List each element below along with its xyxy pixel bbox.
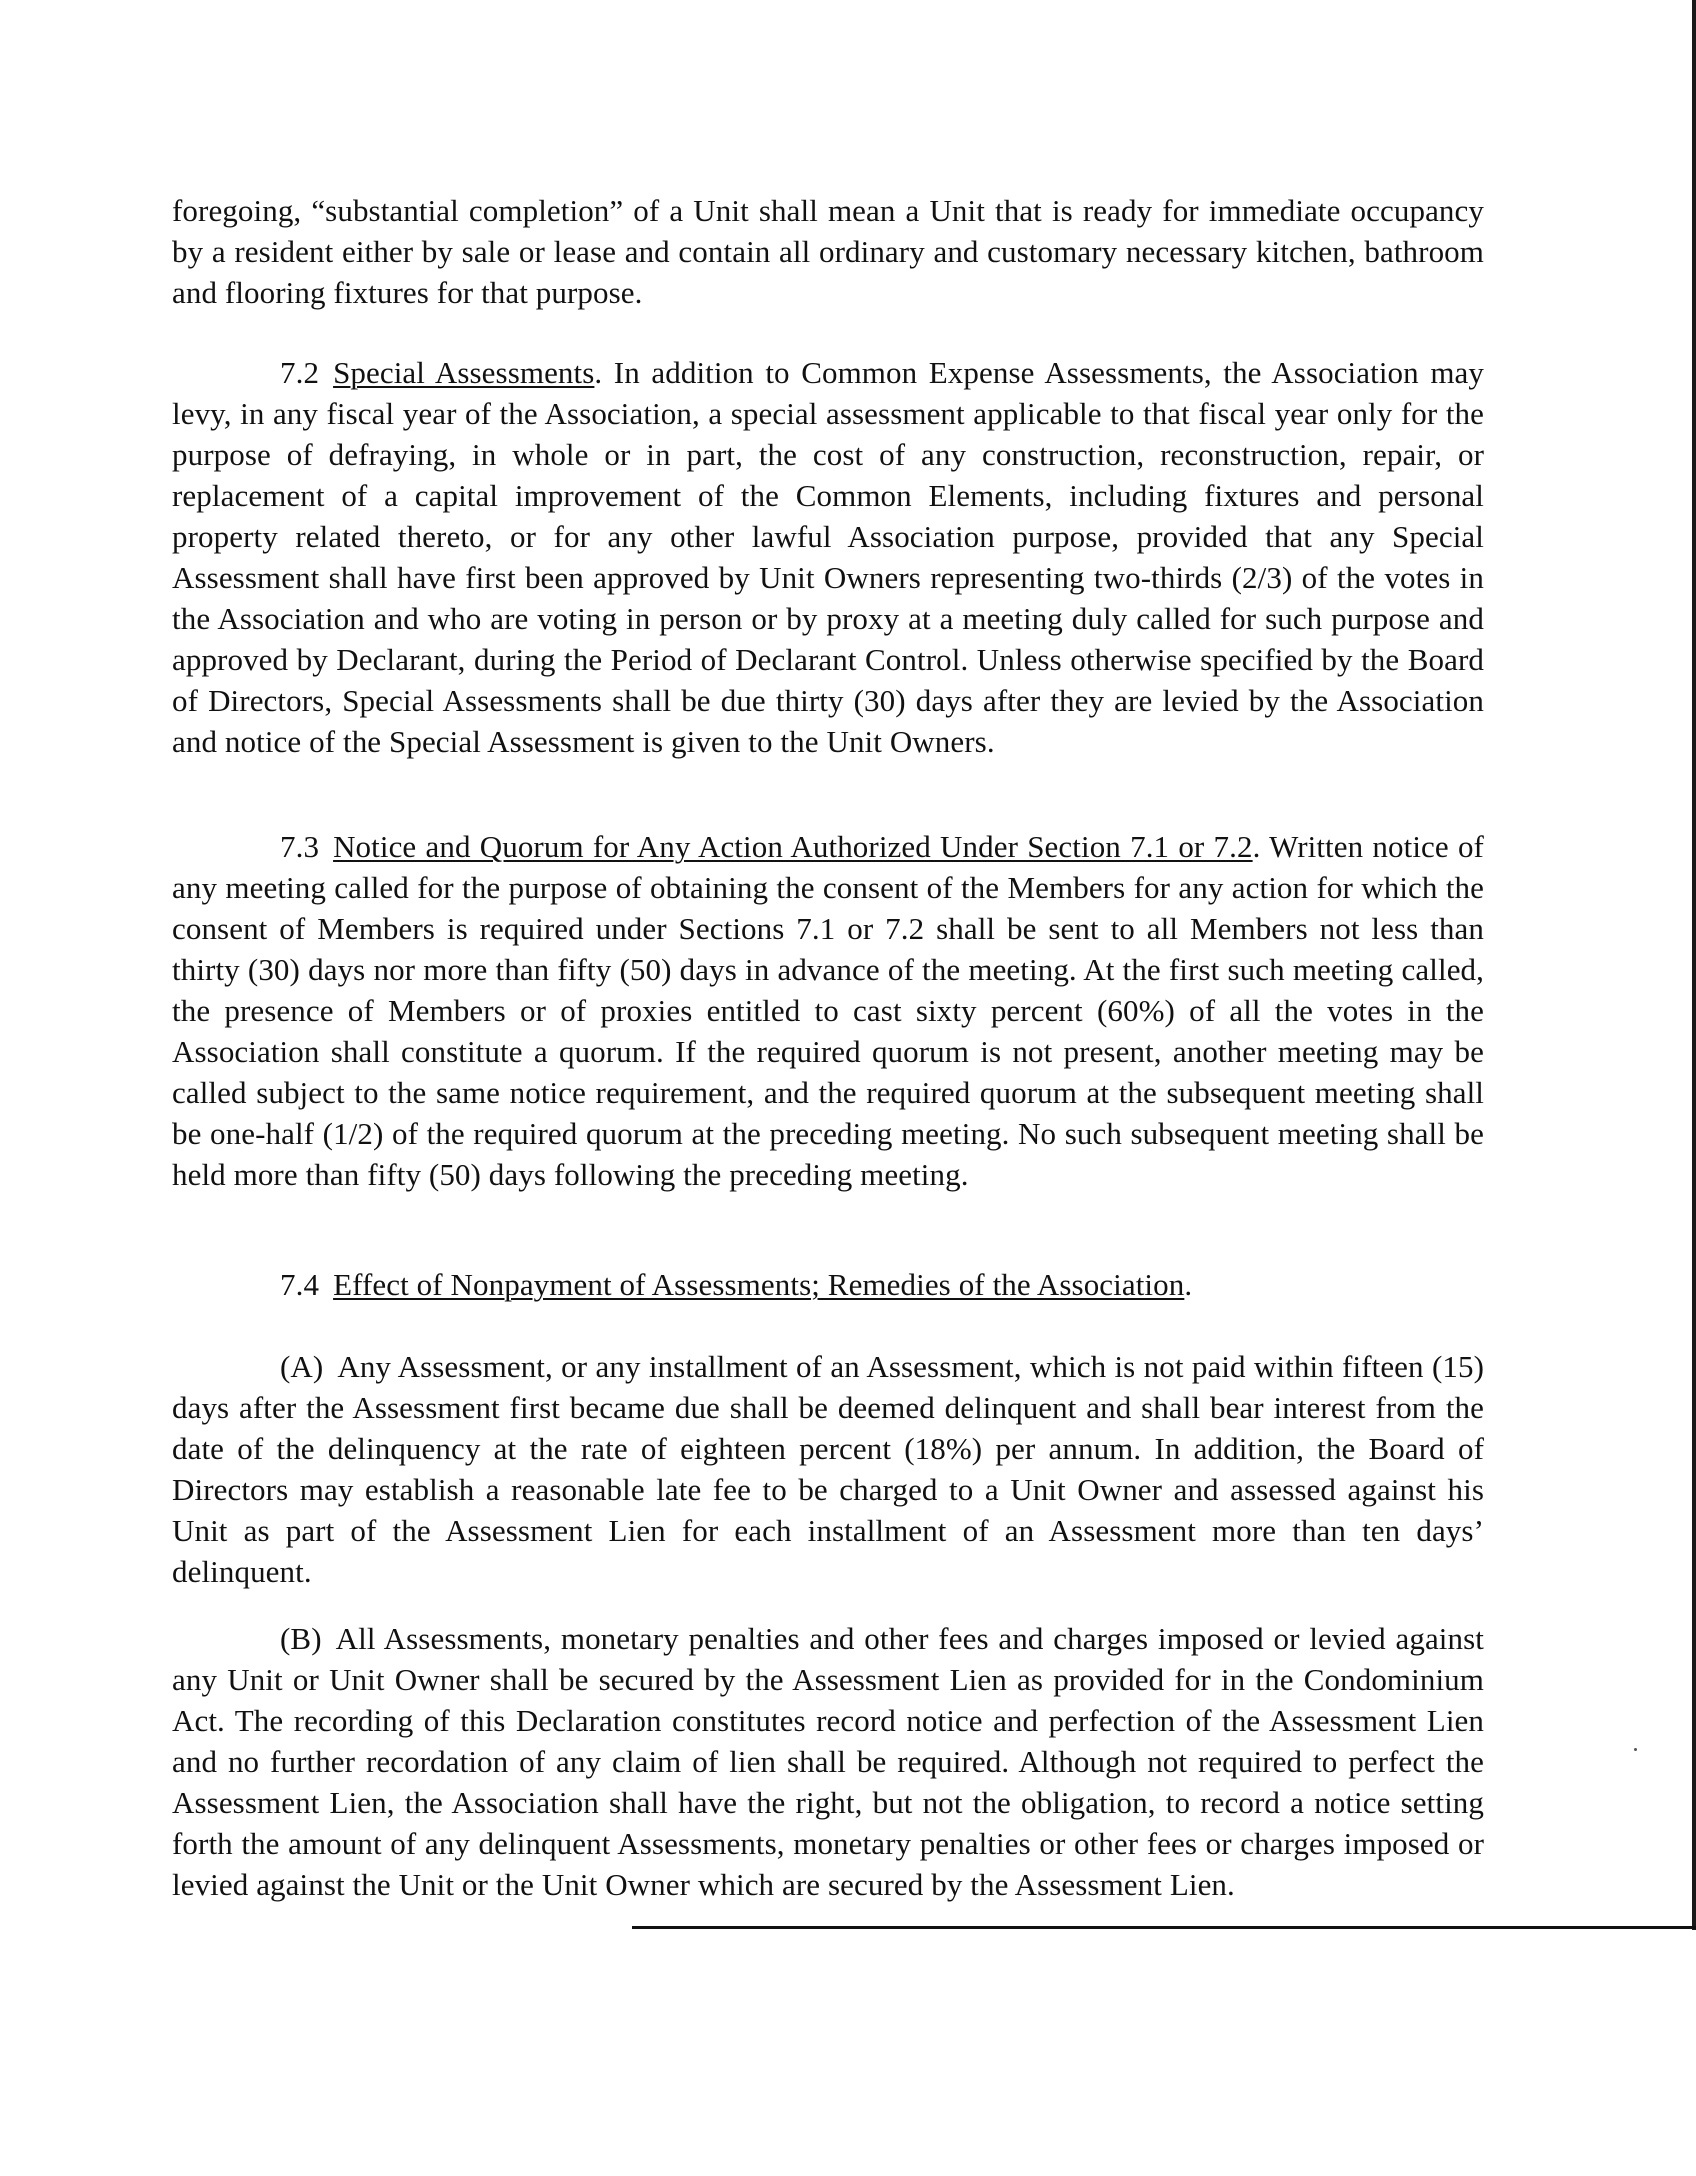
- subsection-label: (B): [280, 1621, 322, 1656]
- section-number: 7.2: [280, 355, 320, 390]
- subsection-b: [172, 1618, 1484, 1905]
- subsection-label: (A): [280, 1349, 324, 1384]
- scan-speck: [1634, 1748, 1637, 1751]
- bottom-rule-line: [632, 1926, 1696, 1929]
- section-heading: Notice and Quorum for Any Action Authorized Under Section 7.1 or 7.2: [333, 829, 1253, 864]
- subsection-body: All Assessments, monetary penalties and other fees and charges imposed or levied against any Unit or Unit Owner shall be secured by the Assessment Lien as provided for in the Condominium Act. The recording of this Declaration constitutes record notice and perfection of the Assessment Lien and no further recordation of any claim of lien shall be required. Although not required to perfect the Assessment Lien, the Association shall have the right, but not the obligation, to record a notice setting forth the amount of any delinquent Assessments, monetary penalties or other fees or charges imposed or levied against the Unit or the Unit Owner which are secured by the Assessment Lien.: [172, 1621, 1484, 1902]
- section-7-3: [172, 826, 1484, 1195]
- section-heading-suffix: .: [1184, 1267, 1193, 1302]
- section-body: . Written notice of any meeting called for the purpose of obtaining the consent of the Members for any action for which the consent of Members is required under Sections 7.1 or 7.2 shall be sent to all Members not less than thirty (30) days nor more than fifty (50) days in advance of the meeting. At the first such meeting called, the presence of Members or of proxies entitled to cast sixty percent (60%) of all the votes in the Association shall constitute a quorum. If the required quorum is not present, another meeting may be called subject to the same notice requirement, and the required quorum at the subsequent meeting shall be one-half (1/2) of the required quorum at the preceding meeting. No such subsequent meeting shall be held more than fifty (50) days following the preceding meeting.: [172, 829, 1484, 1192]
- section-number: 7.3: [280, 829, 320, 864]
- section-body: . In addition to Common Expense Assessments, the Association may levy, in any fiscal year of the Association, a special assessment applicable to that fiscal year only for the purpose of defraying, in whole or in part, the cost of any construction, reconstruction, repair, or replacement of a capital improvement of the Common Elements, including fixtures and personal property related thereto, or for any other lawful Association purpose, provided that any Special Assessment shall have first been approved by Unit Owners representing two-thirds (2/3) of the votes in the Association and who are voting in person or by proxy at a meeting duly called for such purpose and approved by Declarant, during the Period of Declarant Control. Unless otherwise specified by the Board of Directors, Special Assessments shall be due thirty (30) days after they are levied by the Association and notice of the Special Assessment is given to the Unit Owners.: [172, 355, 1484, 759]
- section-heading: Effect of Nonpayment of Assessments; Remedies of the Association: [333, 1267, 1185, 1302]
- section-heading: Special Assessments: [333, 355, 595, 390]
- scan-edge-border: [1692, 0, 1696, 1930]
- section-number: 7.4: [280, 1267, 320, 1302]
- section-7-2: [172, 352, 1484, 762]
- subsection-body: Any Assessment, or any installment of an Assessment, which is not paid within fifteen (15) days after the Assessment first became due shall be deemed delinquent and shall bear interest from the date of the delinquency at the rate of eighteen percent (18%) per annum. In addition, the Board of Directors may establish a reasonable late fee to be charged to a Unit Owner and assessed against his Unit as part of the Assessment Lien for each installment of an Assessment more than ten days’ delinquent.: [172, 1349, 1484, 1589]
- subsection-a: [172, 1346, 1484, 1592]
- paragraph-foregoing: foregoing, “substantial completion” of a Unit shall mean a Unit that is ready for immediate occupancy by a resident either by sale or lease and contain all ordinary and customary necessary kitchen, bathroom and flooring fixtures for that purpose.: [172, 193, 1484, 310]
- section-7-4: [172, 1264, 1484, 1305]
